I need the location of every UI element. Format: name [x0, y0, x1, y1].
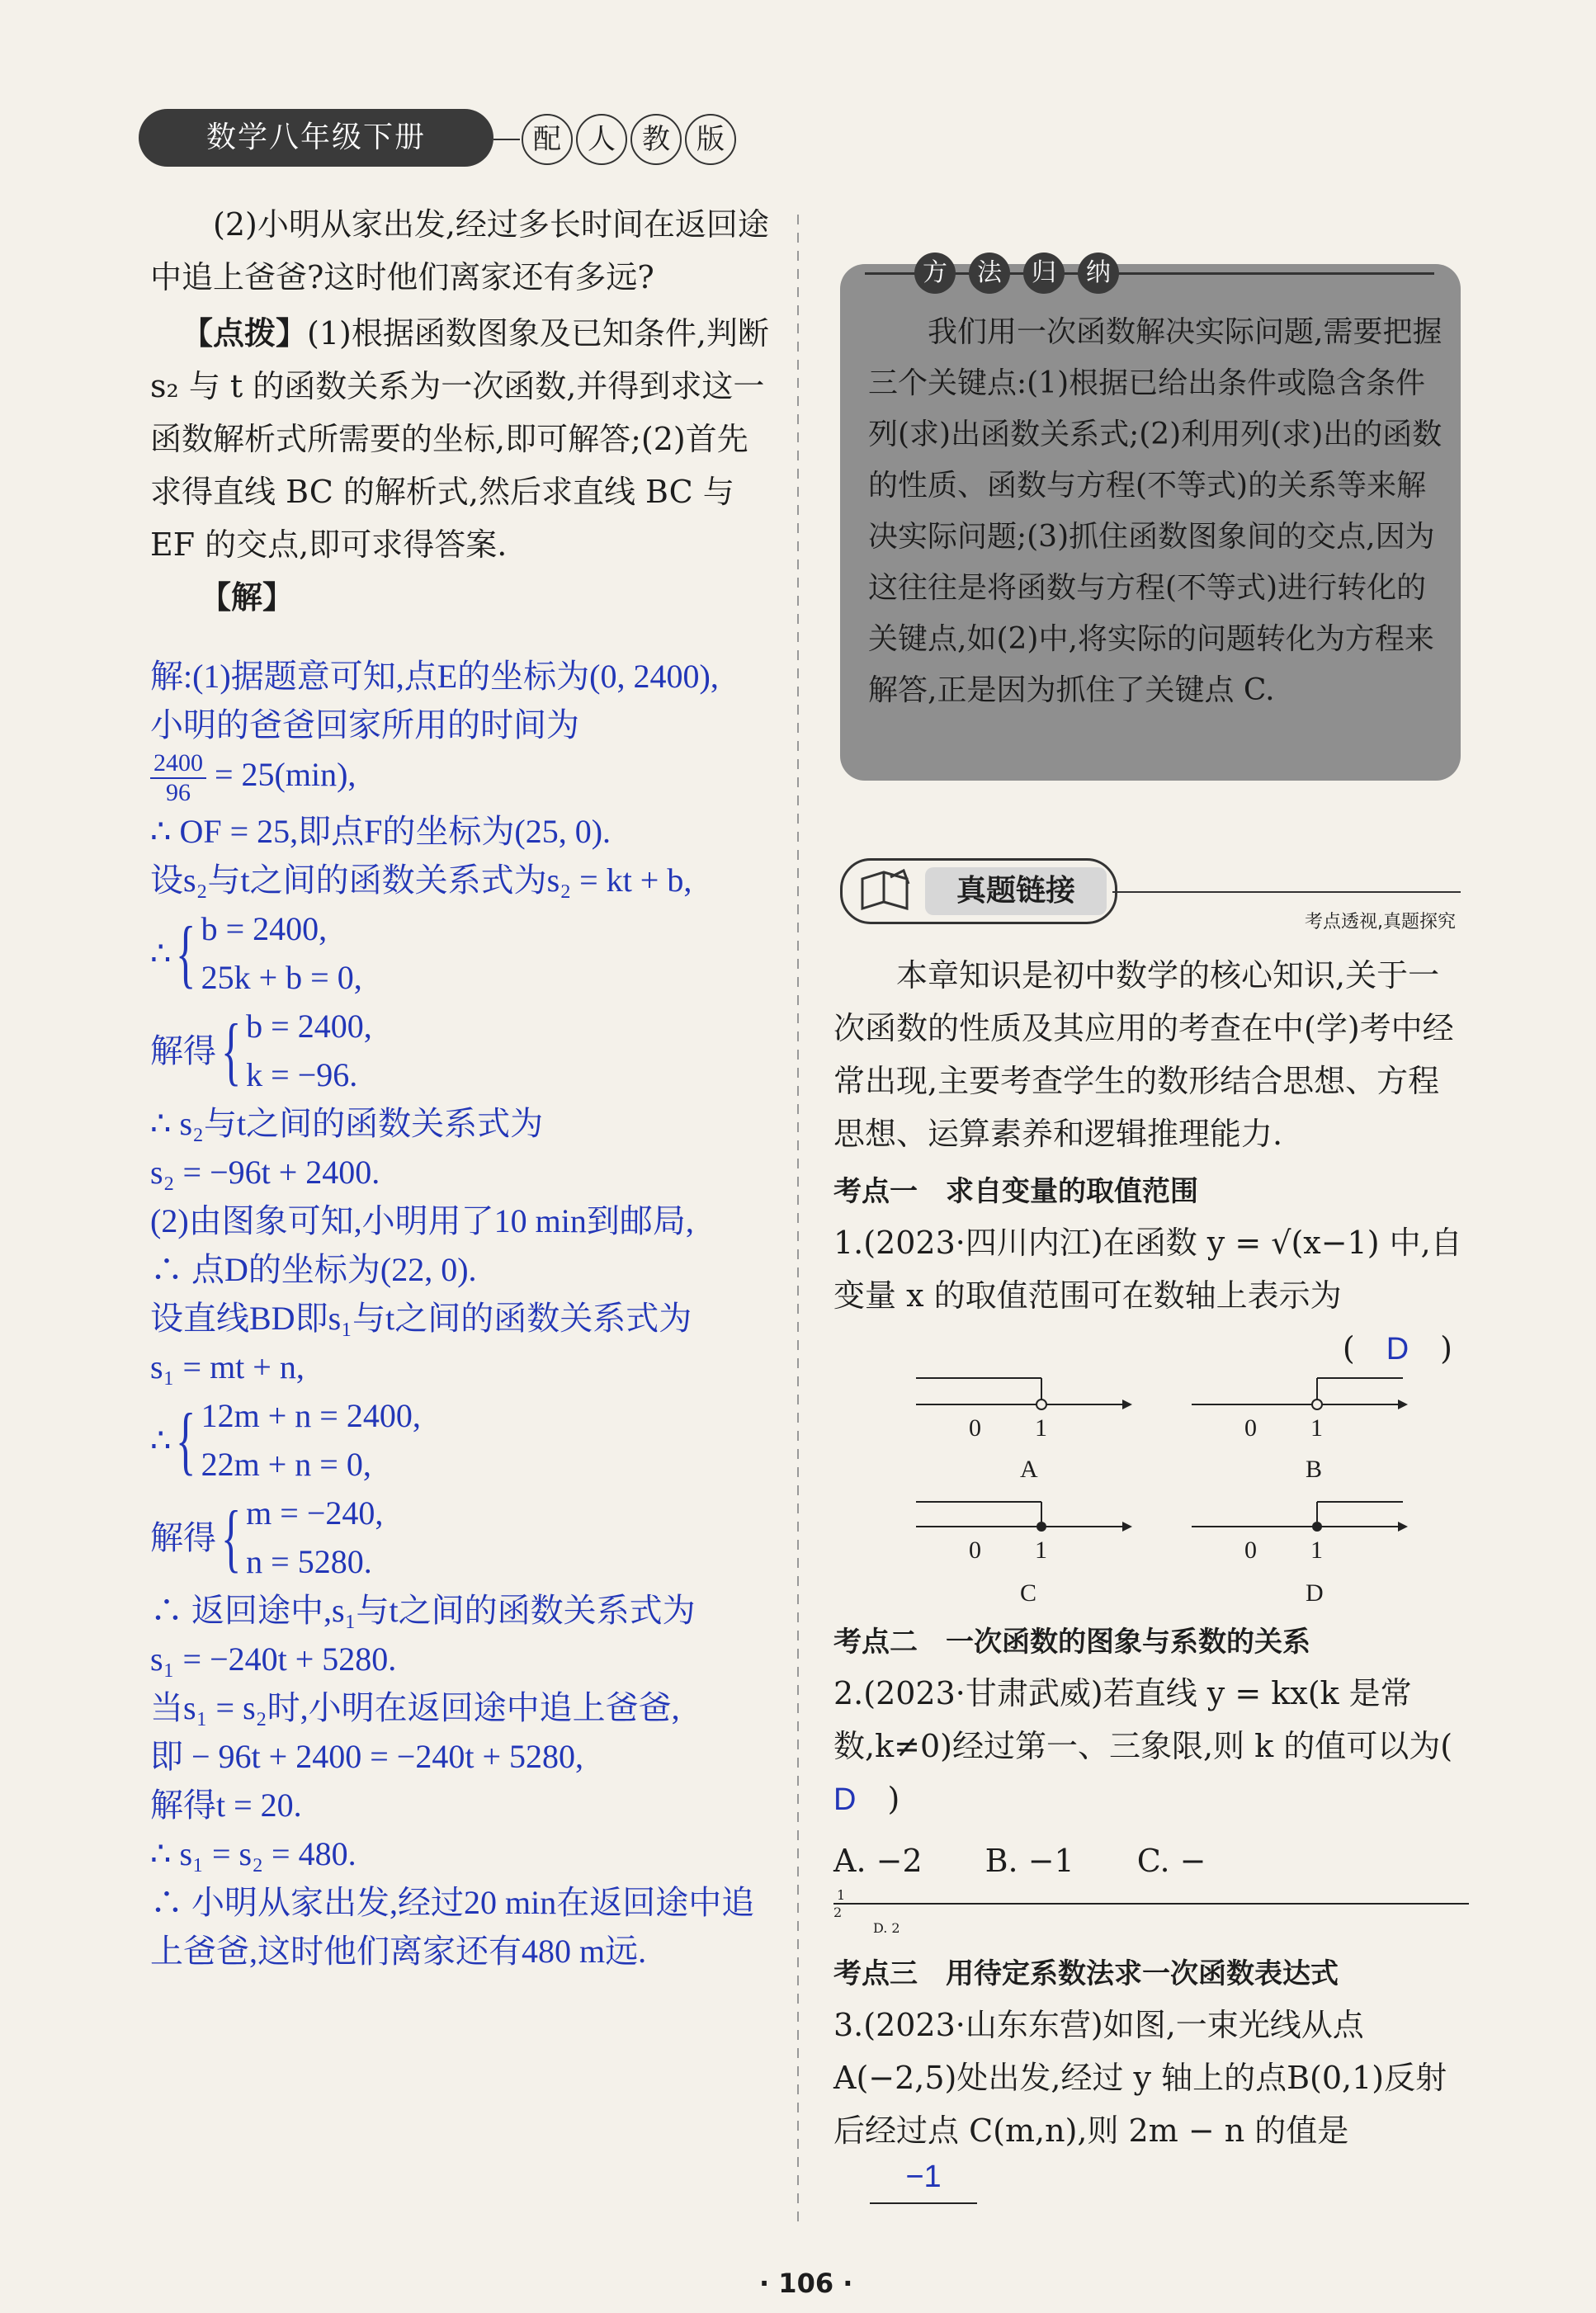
q2-option-d: D. 2 [873, 1920, 900, 1936]
sol-line: = 25(min), [215, 756, 357, 794]
left-question [150, 198, 777, 624]
sol-line: b = 2400, [246, 1008, 372, 1045]
therefore-symbol: ∴ [150, 1421, 172, 1459]
sol-line: 设s₂与t之间的函数关系式为s₂ = kt + b, [150, 861, 692, 899]
equation-system [150, 1489, 777, 1586]
question-2: 2.(2023·甘肃武威)若直线 y = kx(k 是常数,k≠0)经过第一、三象限,则 k 的值可以为( D ) [833, 1675, 1453, 1817]
question-3: 3.(2023·山东东营)如图,一束光线从点 A(−2,5)处出发,经过 y 轴上的点B(0,1)反射后经过点 C(m,n),则 2m − n 的值是 [833, 2007, 1447, 2149]
solve-label: 解得 [150, 1518, 216, 1556]
method-badge: 归 [1023, 253, 1065, 294]
right-lower [833, 1617, 1469, 2204]
sol-line: 22m + n = 0, [201, 1446, 371, 1483]
q3-answer: −1 [905, 2160, 942, 2194]
sol-line: 解得t = 20. [150, 1787, 302, 1824]
kaodian-3: 考点三 用待定系数法求一次函数表达式 [833, 1957, 1339, 1990]
solution-label: 【解】 [200, 579, 295, 616]
tick-label: 1 [1035, 1414, 1047, 1442]
sol-line: (2)由图象可知,小明用了10 min到邮局, [150, 1202, 694, 1239]
q1-answer-bracket: ( D ) [1342, 1330, 1452, 1367]
q2-answer: D [833, 1782, 857, 1817]
sol-line: 小明的爸爸回家所用的时间为 [150, 706, 579, 743]
sol-fraction-line [150, 749, 777, 807]
tick-label: 0 [1244, 1536, 1257, 1564]
tick-label: 0 [969, 1414, 981, 1442]
question-2-text: 2.(2023·甘肃武威)若直线 y = kx(k 是常数,k≠0)经过第一、三象限,则 k 的值可以为( [833, 1675, 1453, 1764]
left-brace: { [176, 1398, 196, 1482]
sol-line: 解:(1)据题意可知,点E的坐标为(0, 2400), [150, 658, 719, 695]
hint-text: (1)根据函数图象及已知条件,判断 s₂ 与 t 的函数关系为一次函数,并得到求这一函数解析式所需要的坐标,即可解答;(2)首先求得直线 BC 的解析式,然后求直线 BC 与 EF 的交点,即可求得答案. [150, 315, 769, 563]
sol-line: n = 5280. [246, 1543, 372, 1580]
sol-line: s₁ = −240t + 5280. [150, 1640, 397, 1678]
column-divider [797, 215, 799, 2228]
option-label: B [1306, 1456, 1323, 1483]
book-icon [857, 867, 915, 915]
fraction-denominator: 2 [833, 1905, 843, 1920]
sol-line: 设直线BD即s₁与t之间的函数关系式为 [150, 1300, 692, 1337]
solve-label: 解得 [150, 1031, 216, 1069]
question-part2: (2)小明从家出发,经过多长时间在返回途中追上爸爸?这时他们离家还有多远? [150, 206, 769, 295]
zhenti-pill [840, 858, 1117, 924]
badge-pei: 配 [522, 114, 573, 165]
fraction-numerator: 1 [833, 1887, 1469, 1905]
sol-line: ∴ 返回途中,s₁与t之间的函数关系式为 [150, 1592, 696, 1629]
equation-system [150, 1002, 777, 1099]
sol-line: s₂ = −96t + 2400. [150, 1154, 380, 1191]
number-line-options [900, 1353, 1428, 1617]
sol-line: 12m + n = 2400, [201, 1397, 421, 1434]
hint-paragraph [150, 307, 777, 571]
sol-line: 即 − 96t + 2400 = −240t + 5280, [150, 1738, 584, 1775]
sol-line: ∴ 点D的坐标为(22, 0). [150, 1251, 477, 1288]
book-title: 数学八年级下册 [139, 109, 493, 167]
method-badge: 纳 [1078, 253, 1119, 294]
tick-label: 0 [1244, 1414, 1257, 1442]
option-label: C [1020, 1579, 1037, 1607]
q3-answer-blank [870, 2157, 977, 2204]
q2-options [833, 1834, 1469, 1887]
fraction-numerator: 2400 [150, 749, 206, 779]
sol-line: 当s₁ = s₂时,小明在返回途中追上爸爸, [150, 1689, 680, 1726]
equation-system [150, 1391, 777, 1489]
sol-line: ∴ s₁ = s₂ = 480. [150, 1835, 357, 1872]
tick-label: 1 [1035, 1536, 1047, 1564]
option-b-number-line [1192, 1378, 1408, 1483]
fraction [150, 749, 206, 807]
left-brace: { [176, 911, 196, 995]
method-title [865, 248, 1434, 297]
question-1: 1.(2023·四川内江)在函数 y = √(x−1) 中,自变量 x 的取值范围可在数轴上表示为 [833, 1225, 1462, 1314]
sol-line: m = −240, [246, 1494, 384, 1532]
sol-line: ∴ OF = 25,即点F的坐标为(25, 0). [150, 813, 611, 850]
option-d-number-line [1192, 1502, 1408, 1607]
solution-block [150, 652, 777, 1975]
fraction-denominator: 96 [166, 779, 191, 806]
zhenti-line [1112, 891, 1461, 893]
hint-label: 【点拨】 [182, 315, 308, 352]
badge-ban: 版 [685, 114, 736, 165]
q1-answer: D [1386, 1332, 1409, 1367]
zhenti-intro: 本章知识是初中数学的核心知识,关于一次函数的性质及其应用的考查在中(学)考中经常出现,主要考查学生的数形结合思想、方程思想、运算素养和逻辑推理能力. [833, 957, 1454, 1152]
kaodian-1: 考点一 求自变量的取值范围 [833, 1175, 1198, 1208]
zhenti-subtitle: 考点透视,真题探究 [1305, 912, 1456, 932]
right-column [833, 949, 1469, 1376]
option-label: D [1306, 1579, 1324, 1607]
therefore-symbol: ∴ [150, 934, 172, 972]
equation-system [150, 904, 777, 1002]
tick-label: 0 [969, 1536, 981, 1564]
method-badge: 法 [969, 253, 1010, 294]
zhenti-header [840, 858, 1461, 932]
option-a-number-line [916, 1378, 1132, 1483]
header-connector [493, 139, 520, 140]
sol-line: ∴ 小明从家出发,经过20 min在返回途中追上爸爸,这时他们离家还有480 m远. [150, 1884, 755, 1970]
option-label: A [1020, 1456, 1038, 1483]
badge-jiao: 教 [630, 114, 682, 165]
kaodian-2: 考点二 一次函数的图象与系数的关系 [833, 1626, 1310, 1659]
badge-ren: 人 [576, 114, 627, 165]
zhenti-title: 真题链接 [925, 867, 1107, 915]
tick-label: 1 [1310, 1414, 1323, 1442]
page-number: · 106 · [759, 2268, 853, 2299]
sol-line: 25k + b = 0, [201, 959, 362, 996]
q2-options-text: A. −2 B. −1 C. − [833, 1843, 1206, 1879]
tick-label: 1 [1310, 1536, 1323, 1564]
option-c-number-line [916, 1502, 1132, 1607]
left-brace: { [220, 1008, 242, 1093]
sol-line: k = −96. [246, 1056, 358, 1093]
left-brace: { [220, 1495, 242, 1579]
method-text: 我们用一次函数解决实际问题,需要把握三个关键点:(1)根据已给出条件或隐含条件列(求)出函数关系式;(2)利用列(求)出的函数的性质、函数与方程(不等式)的关系等来解决实际问题;(3)抓住函数图象间的交点,因为这往往是将函数与方程(不等式)进行转化的关键点,如(2)中,将实际的问题转化为方程来解答,正是因为抓住了关键点 C. [868, 315, 1443, 707]
sol-line: b = 2400, [201, 910, 328, 947]
sol-line: ∴ s₂与t之间的函数关系式为 [150, 1105, 544, 1142]
method-badge: 方 [914, 253, 956, 294]
sol-line: s₁ = mt + n, [150, 1348, 305, 1385]
